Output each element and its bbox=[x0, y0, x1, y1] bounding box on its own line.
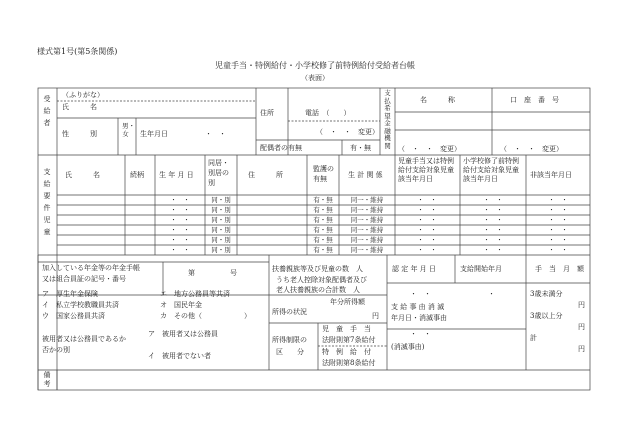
child-row-livelihood[interactable]: 同一・維持 bbox=[350, 216, 384, 224]
child-nonapplicable-header: 非該当年月日 bbox=[530, 171, 572, 179]
dependents-line-3: 老人扶養親族の合計数 人 bbox=[276, 286, 360, 294]
child-row-d1[interactable]: ・ ・ bbox=[417, 226, 437, 234]
child-row-birth[interactable]: ・ ・ bbox=[170, 206, 190, 214]
child-row-d3[interactable]: ・ ・ bbox=[548, 216, 568, 224]
amount-under3-yen: 円 bbox=[578, 301, 585, 309]
gender-label: 性 別 bbox=[62, 130, 97, 138]
child-row-cohabit[interactable]: 同・別 bbox=[211, 206, 231, 214]
pension-option-e[interactable]: オ 国民年金 bbox=[160, 301, 202, 309]
child-row-livelihood[interactable]: 同一・維持 bbox=[350, 246, 384, 254]
child-row-cohabit[interactable]: 同・別 bbox=[211, 216, 231, 224]
recipient-section-label: 受給者 bbox=[43, 95, 51, 127]
spouse-label: 配偶者の有無 bbox=[260, 144, 302, 152]
child-name-header: 氏 名 bbox=[65, 171, 100, 179]
income-limit-option-2[interactable]: 法附則第7条給付 bbox=[322, 336, 376, 344]
child-row-birth[interactable]: ・ ・ bbox=[170, 236, 190, 244]
child-row-d2[interactable]: ・ ・ bbox=[483, 236, 503, 244]
cert-date-header: 認 定 年 月 日 bbox=[392, 265, 436, 273]
child-birth-header: 生 年 月 日 bbox=[159, 171, 194, 179]
pension-label-2: 又は組合員証の記号・番号 bbox=[42, 275, 126, 283]
child-row-cohabit[interactable]: 同・別 bbox=[211, 246, 231, 254]
child-row-custody[interactable]: 有・無 bbox=[313, 226, 333, 234]
pension-label-1: 加入している年金等の年金手帳 bbox=[42, 264, 140, 272]
name-label: 氏 名 bbox=[62, 103, 97, 111]
income-yen: 円 bbox=[372, 312, 379, 320]
termination-reason[interactable]: (消滅事由) bbox=[391, 343, 425, 351]
child-row-d1[interactable]: ・ ・ bbox=[417, 196, 437, 204]
child-address-header: 住 所 bbox=[248, 171, 283, 179]
child-row-livelihood[interactable]: 同一・維持 bbox=[350, 206, 384, 214]
child-row-custody[interactable]: 有・無 bbox=[313, 206, 333, 214]
form-number: 様式第1号(第5条関係) bbox=[37, 47, 118, 56]
address-label: 住所 bbox=[260, 109, 274, 117]
child-row-custody[interactable]: 有・無 bbox=[313, 216, 333, 224]
child-cohabit-header: 同居・別居の別 bbox=[208, 159, 229, 187]
start-month-header: 支給開始年月 bbox=[460, 265, 502, 273]
furigana-label: （ふりがな） bbox=[62, 91, 104, 99]
income-limit-label-1: 所得制限の bbox=[272, 336, 307, 344]
child-elem-date-header: 小学校修了前特例給付支給対象児童該当年月日 bbox=[463, 157, 519, 183]
amount-over3-yen: 円 bbox=[578, 323, 585, 331]
income-limit-option-3[interactable]: 特 例 給 付 bbox=[322, 348, 371, 356]
children-section-label: 支給要件児童 bbox=[43, 168, 51, 236]
cert-date-value[interactable]: ・ ・ bbox=[410, 290, 431, 298]
child-row-d2[interactable]: ・ ・ bbox=[483, 246, 503, 254]
child-row-custody[interactable]: 有・無 bbox=[313, 196, 333, 204]
gender-options[interactable]: 男・女 bbox=[122, 122, 135, 138]
dependents-line-1: 扶養親族等及び児童の数 人 bbox=[272, 265, 363, 273]
bank-name-header: 名 称 bbox=[420, 96, 455, 104]
child-row-cohabit[interactable]: 同・別 bbox=[211, 226, 231, 234]
start-month-value[interactable]: ・ bbox=[488, 290, 495, 298]
bank-change-1: （ ・ ・ 変更） bbox=[398, 145, 461, 153]
child-row-birth[interactable]: ・ ・ bbox=[170, 216, 190, 224]
income-annual-label: 年分所得額 bbox=[330, 298, 365, 306]
child-row-d1[interactable]: ・ ・ bbox=[417, 216, 437, 224]
monthly-amount-header: 手 当 月 額 bbox=[535, 265, 584, 273]
income-limit-option-4[interactable]: 法附則第8条給付 bbox=[322, 359, 376, 367]
child-row-d2[interactable]: ・ ・ bbox=[483, 216, 503, 224]
child-custody-header: 監護の有無 bbox=[313, 165, 334, 183]
child-row-birth[interactable]: ・ ・ bbox=[170, 196, 190, 204]
form-subtitle: （表面） bbox=[301, 74, 329, 82]
spouse-value[interactable]: 有・無 bbox=[350, 144, 371, 152]
child-row-cohabit[interactable]: 同・別 bbox=[211, 196, 231, 204]
child-row-d3[interactable]: ・ ・ bbox=[548, 196, 568, 204]
amount-total-label: 計 bbox=[530, 334, 537, 342]
child-row-d1[interactable]: ・ ・ bbox=[417, 206, 437, 214]
pension-number-header: 第 号 bbox=[188, 269, 237, 277]
child-row-d3[interactable]: ・ ・ bbox=[548, 206, 568, 214]
remarks-label: 備考 bbox=[43, 371, 51, 388]
child-livelihood-header: 生 計 関 係 bbox=[348, 171, 383, 179]
income-limit-label-2: 区 分 bbox=[276, 348, 304, 356]
public-servant-label-1: 被用者又は公務員であるか bbox=[42, 335, 126, 343]
pension-option-a[interactable]: ア 厚生年金保険 bbox=[42, 290, 98, 298]
child-row-cohabit[interactable]: 同・別 bbox=[211, 236, 231, 244]
income-status-label: 所得の状況 bbox=[272, 308, 307, 316]
child-relation-header: 続柄 bbox=[130, 171, 144, 179]
child-row-livelihood[interactable]: 同一・維持 bbox=[350, 196, 384, 204]
public-servant-option-b[interactable]: イ 被用者でない者 bbox=[148, 352, 211, 360]
child-reason-date-header: 児童手当又は特例給付支給対象児童該当年月日 bbox=[398, 157, 454, 183]
child-row-d1[interactable]: ・ ・ bbox=[417, 236, 437, 244]
termination-header-2: 年月日・消滅事由 bbox=[391, 314, 447, 322]
form-title: 児童手当・特例給付・小学校修了前特例給付受給者台帳 bbox=[215, 61, 415, 70]
child-row-custody[interactable]: 有・無 bbox=[313, 236, 333, 244]
birth-label: 生年月日 bbox=[140, 130, 168, 138]
child-row-custody[interactable]: 有・無 bbox=[313, 246, 333, 254]
income-limit-option-1[interactable]: 児 童 手 当 bbox=[322, 325, 371, 333]
child-row-d3[interactable]: ・ ・ bbox=[548, 236, 568, 244]
child-row-d2[interactable]: ・ ・ bbox=[483, 196, 503, 204]
pension-option-b[interactable]: イ 私立学校教職員共済 bbox=[42, 301, 119, 309]
public-servant-label-2: 否かの別 bbox=[42, 346, 70, 354]
child-row-d2[interactable]: ・ ・ bbox=[483, 226, 503, 234]
address-change-label: （ ・ ・ 変更） bbox=[316, 128, 379, 136]
child-row-livelihood[interactable]: 同一・維持 bbox=[350, 226, 384, 234]
bank-account-header: 口 座 番 号 bbox=[510, 96, 559, 104]
dependents-line-2: うち老人控除対象配偶者及び bbox=[276, 276, 367, 284]
child-row-livelihood[interactable]: 同一・維持 bbox=[350, 236, 384, 244]
amount-over3-label: 3歳以上分 bbox=[530, 312, 563, 320]
amount-under3-label: 3歳未満分 bbox=[530, 290, 563, 298]
child-row-d3[interactable]: ・ ・ bbox=[548, 226, 568, 234]
amount-total-yen: 円 bbox=[578, 345, 585, 353]
bank-change-2: （ ・ ・ 変更） bbox=[500, 145, 563, 153]
child-row-birth[interactable]: ・ ・ bbox=[170, 226, 190, 234]
child-row-d1[interactable]: ・ ・ bbox=[417, 246, 437, 254]
child-row-birth[interactable]: ・ ・ bbox=[170, 246, 190, 254]
child-row-d3[interactable]: ・ ・ bbox=[548, 246, 568, 254]
pension-option-d[interactable]: エ 地方公務員等共済 bbox=[160, 290, 230, 298]
public-servant-option-a[interactable]: ア 被用者又は公務員 bbox=[148, 330, 218, 338]
birth-value[interactable]: ・ ・ bbox=[205, 130, 226, 138]
termination-header-1: 支 給 事 由 消 滅 bbox=[391, 303, 445, 311]
pension-option-c[interactable]: ウ 国家公務員共済 bbox=[42, 312, 105, 320]
termination-date[interactable]: ・ ・ bbox=[410, 330, 431, 338]
pension-option-f[interactable]: カ その他（ ） bbox=[160, 312, 251, 320]
bank-label: 支払希望金融機関 bbox=[384, 89, 391, 150]
phone-label[interactable]: 電話 （ ） bbox=[305, 109, 351, 117]
child-row-d2[interactable]: ・ ・ bbox=[483, 206, 503, 214]
